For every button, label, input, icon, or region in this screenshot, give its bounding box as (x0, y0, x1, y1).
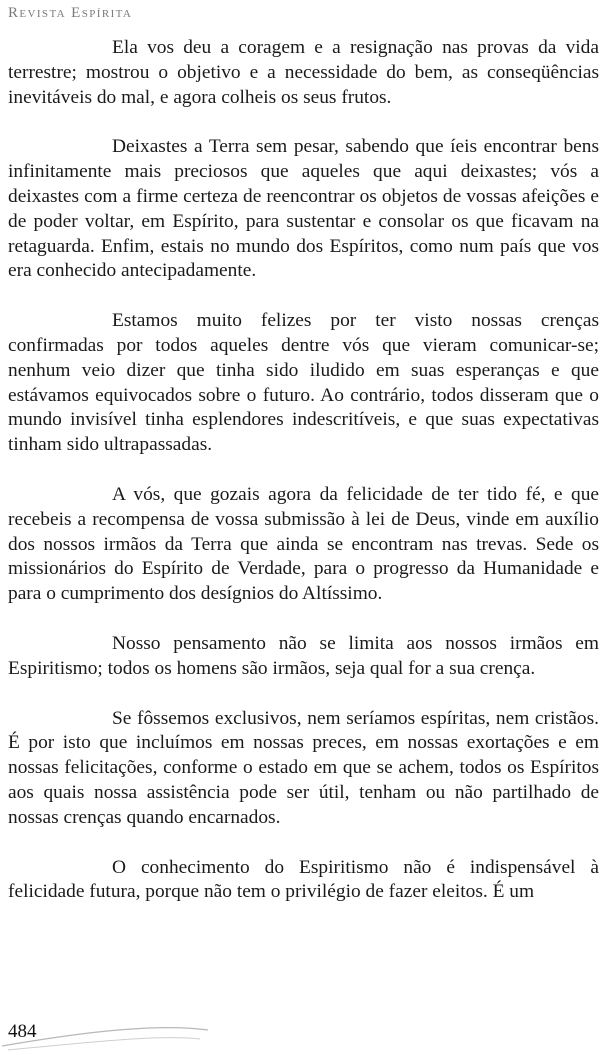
paragraph-3: Estamos muito felizes por ter visto nossas crenças confirmadas por todos aqueles dentre vós que vieram comunicar-se; nenhum veio dizer que tinha sido iludido em suas esperanças e que estávamos equivocados sobre o futuro. Ao contrário, todos disseram que o mundo invisível tinha esplendores indescritíveis, e que suas expectativas tinham sido ultrapassadas. (8, 310, 599, 456)
body-text (8, 36, 599, 905)
page-number: 484 (8, 1021, 37, 1042)
paragraph-2: Deixastes a Terra sem pesar, sabendo que íeis encontrar bens infinitamente mais preciosos que aqueles que aqui deixastes; vós a deixastes com a firme certeza de reencontrar os objetos de vossas afeições e de poder voltar, em Espírito, para sustentar e consolar os que ficavam na retaguarda. Enfim, estais no mundo dos Espíritos, como num país que vos era conhecido antecipadamente. (8, 136, 599, 282)
paragraph-5: Nosso pensamento não se limita aos nossos irmãos em Espiritismo; todos os homens são irmãos, seja qual for a sua crença. (8, 632, 599, 679)
paragraph-7: O conhecimento do Espiritismo não é indispensável à felicidade futura, porque não tem o privilégio de fazer eleitos. É um (8, 856, 599, 903)
paragraph-1: Ela vos deu a coragem e a resignação nas provas da vida terrestre; mostrou o objetivo e a necessidade do bem, as conseqüências inevitáveis do mal, e agora colheis os seus frutos. (8, 37, 599, 108)
paragraph-4: A vós, que gozais agora da felicidade de ter tido fé, e que recebeis a recompensa de vossa submissão à lei de Deus, vinde em auxílio dos nossos irmãos da Terra que ainda se encontram nas trevas. Sede os missionários do Espírito de Verdade, para o progresso da Humanidade e para o cumprimento dos desígnios do Altíssimo. (8, 483, 599, 605)
running-head-title: Revista Espírita (8, 5, 133, 21)
paragraph-6: Se fôssemos exclusivos, nem seríamos espíritas, nem cristãos. É por isto que incluímos em nossas preces, em nossas exortações e em nossas felicitações, conforme o estado em que se achem, todos os Espíritos aos quais nossa assistência pode ser útil, tenham ou não partilhado de nossas crenças quando encarnados. (8, 707, 599, 828)
